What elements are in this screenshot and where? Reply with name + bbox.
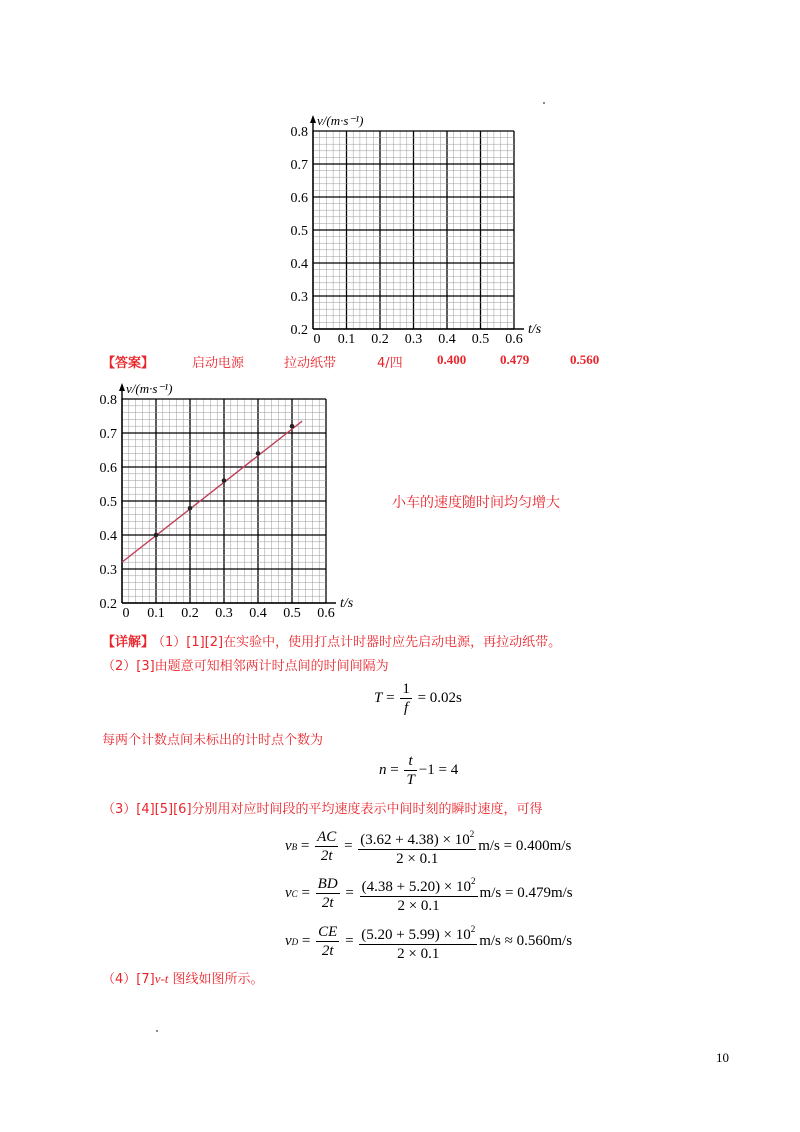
y-tick-label: 0.8 (99, 393, 117, 408)
detail-paragraph-1: （1）[1][2]在实验中，使用打点计时器时应先启动电源，再拉动纸带。 (152, 635, 562, 650)
eq-fraction (404, 752, 416, 789)
eq-unit: m/s (478, 838, 500, 854)
blank-grid-chart (280, 105, 550, 350)
eq-denominator: 2 × 0.1 (397, 946, 440, 962)
y-tick-label: 0.6 (99, 461, 117, 476)
eq-fraction (360, 872, 478, 915)
eq-num-text: (5.20 + 5.99) × 10 (361, 927, 471, 943)
eq-v: v (285, 885, 292, 901)
answer-item: 0.400 (437, 352, 467, 367)
x-tick-label: 0.5 (283, 606, 301, 621)
eq-numerator: AC (317, 829, 337, 845)
eq-v: v (285, 933, 292, 949)
eq-equals: = (340, 838, 357, 854)
eq-sub: D (291, 936, 299, 947)
equation-count (379, 752, 458, 789)
detail-paragraph-4: （3）[4][5][6]分别用对应时间段的平均速度表示中间时刻的瞬时速度，可得 (102, 802, 543, 817)
eq-exponent: 2 (469, 829, 475, 839)
equation-velocity-b (285, 825, 571, 868)
data-point (222, 478, 227, 483)
eq-fraction (316, 875, 340, 912)
eq-numerator: CE (318, 924, 338, 940)
y-tick-label: 0.5 (99, 495, 117, 510)
detail-paragraph-2: （2）[3]由题意可知相邻两计时点间的时间间隔为 (102, 659, 389, 674)
y-tick-label: 0.3 (290, 290, 308, 305)
y-tick-label: 0.2 (99, 597, 117, 612)
eq-equals: = (386, 762, 403, 778)
eq-denominator: 2t (320, 848, 333, 864)
eq-equals: = (341, 885, 358, 901)
eq-result: 0.560m/s (516, 933, 573, 949)
eq-numerator (360, 872, 478, 897)
eq-sub: B (291, 841, 298, 852)
eq-sub: C (291, 888, 298, 899)
x-tick-label: 0 (122, 606, 130, 621)
eq-fraction (315, 828, 338, 865)
eq-equals: = (298, 933, 315, 949)
x-tick-label: 0.3 (215, 606, 233, 621)
x-tick-label: 0.3 (404, 332, 423, 347)
stray-dot (543, 102, 545, 104)
eq-unit: m/s (479, 933, 501, 949)
eq-denominator: 2t (321, 943, 334, 959)
y-axis-arrow-icon (119, 383, 125, 391)
eq-lhs: n (379, 762, 387, 778)
eq-rhs: 0.02s (429, 690, 462, 706)
eq-numerator (358, 825, 476, 850)
y-tick-label: 0.7 (99, 427, 117, 442)
x-tick-label: 0 (313, 332, 321, 347)
eq-fraction (358, 825, 476, 868)
eq-relation: = (504, 885, 514, 901)
detail-paragraph-3: 每两个计数点间未标出的计时点个数为 (102, 733, 324, 748)
p5-prefix: （4）[7] (102, 972, 155, 987)
x-axis-label: t/s (340, 596, 354, 611)
equation-velocity-c (285, 872, 573, 915)
x-tick-label: 0.5 (471, 332, 490, 347)
eq-fraction (316, 923, 339, 960)
y-tick-label: 0.4 (99, 529, 117, 544)
p5-suffix: 图线如图所示。 (168, 972, 264, 987)
eq-result: 0.479m/s (517, 885, 573, 901)
eq-result: 0.400m/s (515, 838, 572, 854)
eq-numerator (359, 920, 477, 945)
data-point (154, 533, 159, 538)
eq-relation: ≈ (504, 933, 513, 949)
eq-exponent: 2 (471, 876, 476, 886)
y-tick-label: 0.8 (290, 125, 308, 140)
x-tick-label: 0.4 (438, 332, 456, 347)
x-axis-label: t/s (528, 322, 542, 337)
answer-label: 【答案】 (102, 356, 155, 371)
eq-unit: m/s (479, 885, 502, 901)
data-point (188, 506, 193, 511)
eq-equals: = (297, 838, 314, 854)
eq-denominator: 2 × 0.1 (396, 851, 439, 867)
eq-denominator: T (406, 772, 415, 788)
y-axis-arrow-icon (310, 115, 316, 123)
y-tick-label: 0.4 (290, 257, 308, 272)
eq-relation: = (503, 838, 513, 854)
answer-conclusion: 小车的速度随时间均匀增大 (392, 495, 560, 511)
eq-denominator: 2 × 0.1 (397, 898, 440, 914)
answer-item: 启动电源 (192, 356, 245, 371)
y-tick-label: 0.2 (290, 323, 308, 338)
eq-numerator: t (404, 752, 416, 771)
eq-fraction (359, 920, 477, 963)
eq-num-text: (3.62 + 4.38) × 10 (360, 832, 470, 848)
eq-fraction (400, 680, 412, 717)
eq-lhs: T (374, 690, 383, 706)
detail-paragraph-5 (102, 968, 264, 987)
eq-numerator: BD (317, 876, 338, 892)
eq-numerator: 1 (402, 681, 410, 697)
stray-dot (156, 1030, 158, 1032)
y-tick-label: 0.6 (290, 191, 308, 206)
y-axis-label: v/(m·s⁻¹) (317, 113, 364, 128)
answer-item: 4/四 (377, 356, 403, 371)
y-tick-label: 0.7 (290, 158, 308, 173)
data-point (290, 424, 295, 429)
answer-item: 拉动纸带 (284, 356, 337, 371)
eq-equals: = (341, 933, 358, 949)
answer-item: 0.560 (570, 352, 600, 367)
x-tick-label: 0.1 (147, 606, 165, 621)
y-tick-label: 0.5 (290, 224, 308, 239)
eq-equals: = (382, 690, 399, 706)
p5-var: v-t (154, 971, 169, 986)
eq-equals: = (413, 690, 430, 706)
detail-label: 【详解】 (102, 635, 155, 650)
y-axis-label: v/(m·s⁻¹) (126, 381, 173, 396)
answer-item: 0.479 (500, 352, 530, 367)
y-tick-label: 0.3 (99, 563, 117, 578)
x-tick-label: 0.4 (249, 606, 267, 621)
eq-exponent: 2 (470, 924, 476, 934)
equation-velocity-d (285, 920, 572, 963)
eq-denominator: 2t (321, 895, 334, 911)
answer-vt-chart (90, 372, 370, 622)
page-number: 10 (716, 1050, 729, 1065)
x-tick-label: 0.2 (181, 606, 199, 621)
eq-equals: = (297, 885, 314, 901)
eq-num-text: (4.38 + 5.20) × 10 (361, 879, 472, 895)
equation-period (374, 680, 462, 717)
x-tick-label: 0.1 (337, 332, 356, 347)
x-tick-label: 0.6 (505, 332, 523, 347)
x-tick-label: 0.2 (371, 332, 389, 347)
data-point (256, 451, 261, 456)
eq-v: v (285, 838, 292, 854)
eq-rhs: −1 = 4 (418, 762, 459, 778)
eq-denominator: f (403, 700, 409, 716)
x-tick-label: 0.6 (317, 606, 335, 621)
